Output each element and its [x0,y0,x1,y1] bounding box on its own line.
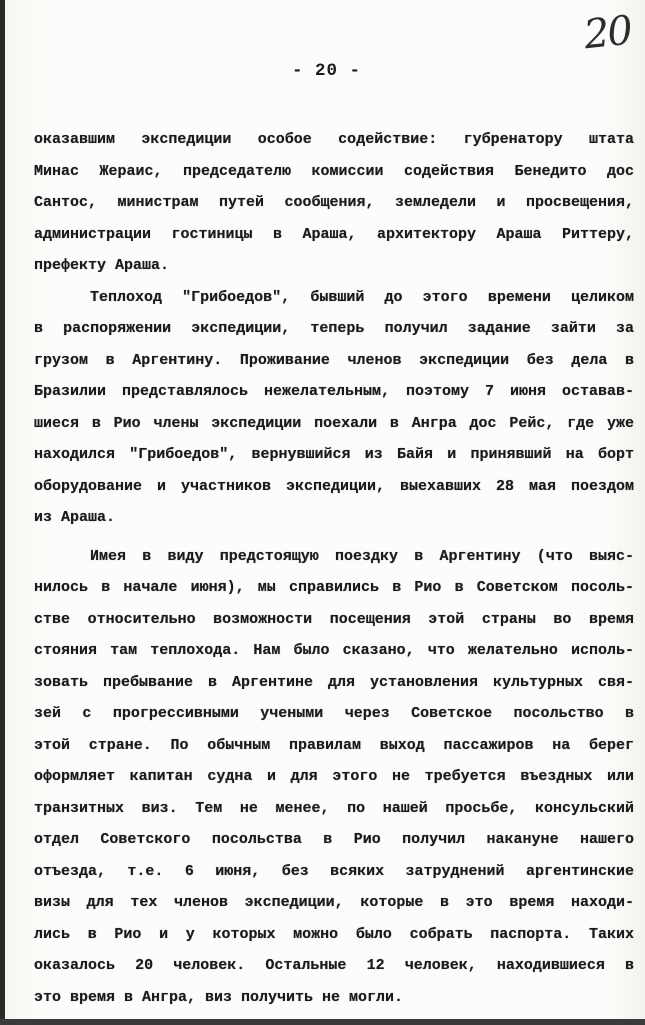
text-line: Бразилии представлялось нежелательным, поэтому 7 июня оставав- [34,383,634,400]
text-line: нилось в начале июня), мы справились в Рио в Советском посоль- [34,579,634,596]
text-line: лись в Рио и у которых можно было собрать паспорта. Таких [34,925,634,943]
text-line: находился "Грибоедов", вернувшийся из Байя и принявший на борт [34,446,634,463]
text-line: стве относительно возможности посещения этой страны во время [34,610,634,628]
paragraph-gap [34,534,634,541]
text-line: администрации гостиницы в Араша, архитектору Араша Риттеру, [34,225,634,243]
text-line: Имея в виду предстоящую поездку в Аргентину (что выяс- [90,547,634,565]
text-line: зей с прогрессивными учеными через Советское посольство в [34,705,634,722]
text-line: визы для тех членов экспедиции, которые в это время находи- [34,894,634,911]
text-line: из Араша. [34,509,116,526]
text-line: зовать пребывание в Аргентине для установления культурных свя- [34,673,634,691]
page-number: - 20 - [291,61,361,81]
text-line: префекту Араша. [34,257,170,274]
text-line: оказалось 20 человек. Остальные 12 человек, находившиеся в [34,957,634,974]
text-line: Сантос, министрам путей сообщения, земледели и просвещения, [34,194,634,211]
text-line: шиеся в Рио члены экспедиции поехали в Ангра дос Рейс, где уже [34,414,634,432]
document-body [34,124,634,1013]
text-line: грузом в Аргентину. Проживание членов экспедиции без дела в [34,351,634,369]
text-line: этой стране. По обычным правилам выход пассажиров на берег [34,736,634,754]
text-line: стояния там теплохода. Нам было сказано, что желательно исполь- [34,642,634,659]
text-line: транзитных виз. Тем не менее, по нашей просьбе, консульский [34,799,634,817]
text-line: отдел Советского посольства в Рио получил накануне нашего [34,831,634,848]
text-line: оборудование и участников экспедиции, выехавших 28 мая поездом [34,477,634,495]
text-line: Минас Жераис, председателю комиссии содействия Бенедито дос [34,162,634,180]
text-line: Теплоход "Грибоедов", бывший до этого времени целиком [90,288,634,306]
scan-bottom-edge [0,1019,645,1025]
text-line: оказавшим экспедиции особое содействие: губренатору штата [34,131,634,148]
text-line: в распоряжении экспедиции, теперь получил задание зайти за [34,320,634,337]
text-line: оформляет капитан судна и для этого не требуется въездных или [34,768,634,785]
text-line: это время в Ангра, виз получить не могли. [34,988,404,1006]
scan-left-edge [0,0,5,1025]
text-line: отъезда, т.е. 6 июня, без всяких затруднений аргентинские [34,862,634,880]
handwritten-archive-number: 20 [581,7,634,59]
